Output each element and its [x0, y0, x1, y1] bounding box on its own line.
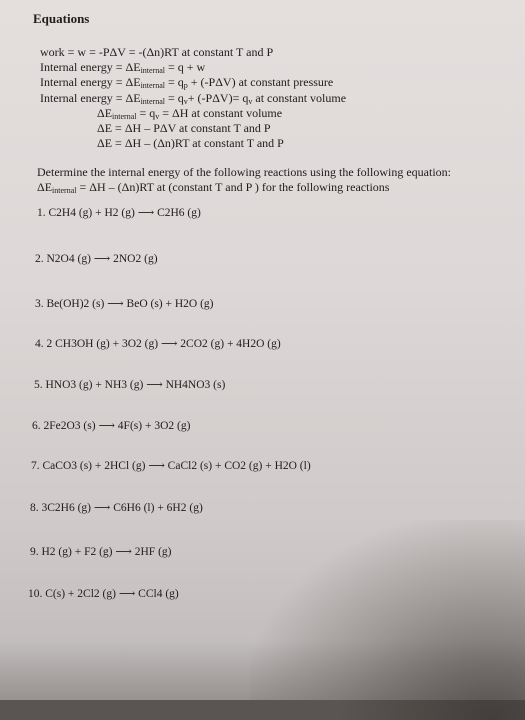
instruction-line-2: $\Delta E_{internal} = \Delta H - (\Delta n)RT$ at (constant T and P ) for the following reactions	[37, 180, 390, 195]
equation-qv-deltaH: $\Delta E_{internal} = q_v = \Delta H$ at constant volume	[97, 106, 283, 121]
page-title: Equations	[33, 11, 90, 26]
reaction-3: 3. Be(OH)2 (s) ⟶ BeO (s) + H2O (g)	[35, 298, 214, 310]
equation-constant-pressure: Internal energy = $\Delta E_{internal} = q_p + (-P\Delta V)$ at constant pressure	[40, 75, 334, 90]
reaction-1: 1. C2H4 (g) + H2 (g) ⟶ C2H6 (g)	[37, 207, 201, 219]
reaction-6: 6. 2Fe2O3 (s) ⟶ 4F(s) + 3O2 (g)	[32, 420, 191, 432]
equation-constant-volume: Internal energy = $\Delta E_{internal} = q_v+ (-P\Delta V)= q_v$ at constant volume	[40, 91, 347, 106]
reaction-8: 8. 3C2H6 (g) ⟶ C6H6 (l) + 6H2 (g)	[30, 502, 203, 514]
reaction-7: 7. CaCO3 (s) + 2HCl (g) ⟶ CaCl2 (s) + CO2 (g) + H2O (l)	[31, 460, 311, 472]
reaction-2: 2. N2O4 (g) ⟶ 2NO2 (g)	[35, 253, 158, 265]
instruction-line-1: Determine the internal energy of the following reactions using the following equation:	[37, 165, 451, 179]
reaction-10: 10. C(s) + 2Cl2 (g) ⟶ CCl4 (g)	[28, 588, 179, 600]
page-edge	[0, 640, 525, 700]
reaction-4: 4. 2 CH3OH (g) + 3O2 (g) ⟶ 2CO2 (g) + 4H2O (g)	[35, 338, 281, 350]
reaction-5: 5. HNO3 (g) + NH3 (g) ⟶ NH4NO3 (s)	[34, 379, 226, 391]
equation-internal-energy: Internal energy = $\Delta E_{internal} = q + w$	[40, 60, 206, 75]
reaction-9: 9. H2 (g) + F2 (g) ⟶ 2HF (g)	[30, 546, 172, 558]
equation-deltaE-dnrt: ΔE = ΔH – (Δn)RT at constant T and P	[97, 136, 284, 150]
equation-deltaE-pdv: ΔE = ΔH – PΔV at constant T and P	[97, 121, 271, 135]
equation-work: work = w = -PΔV = -(Δn)RT at constant T and P	[40, 45, 274, 59]
